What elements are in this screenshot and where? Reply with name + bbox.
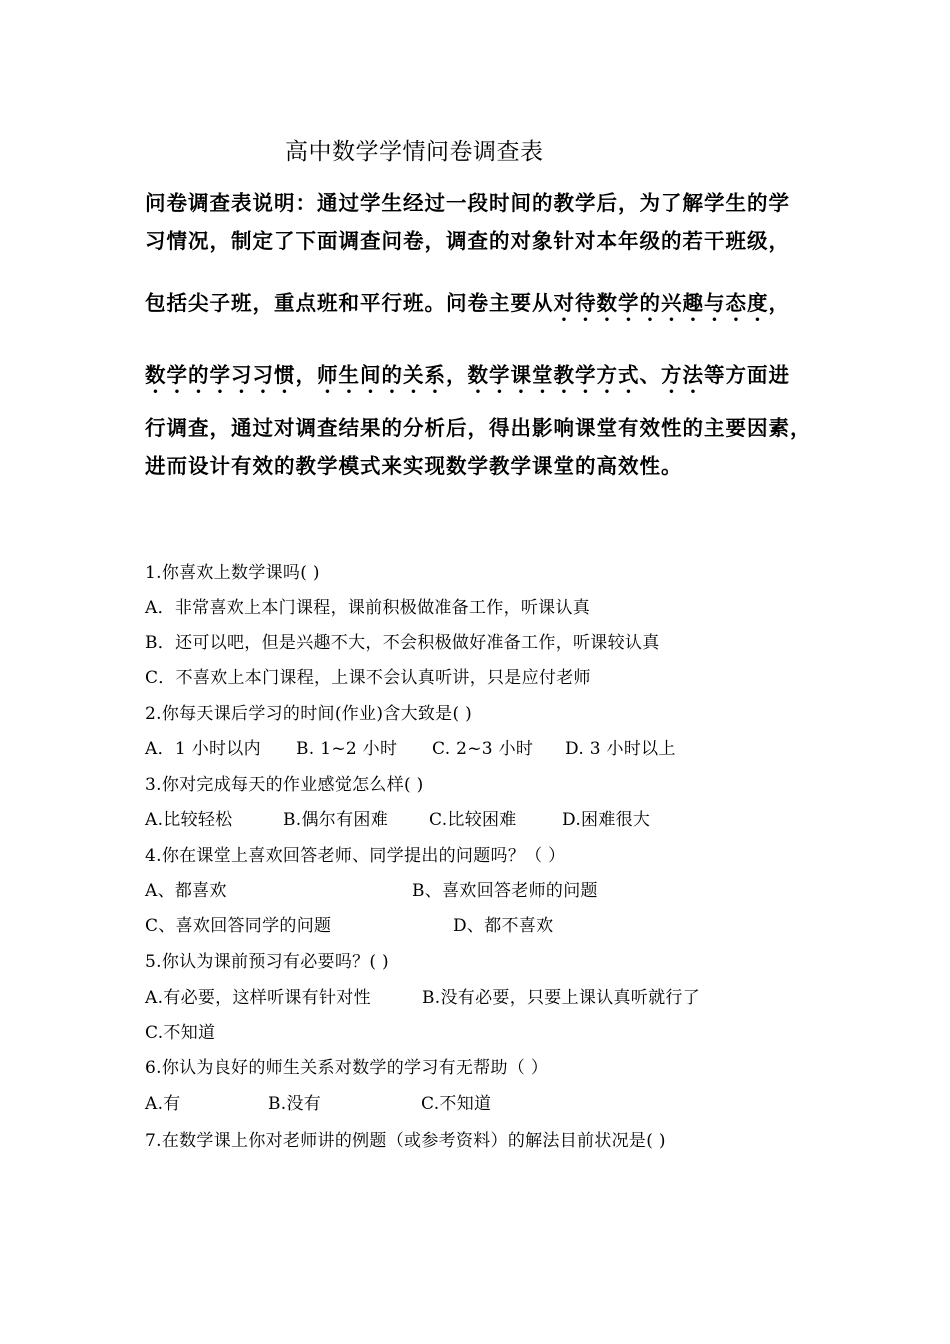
intro-line-3 <box>145 286 835 326</box>
question-6: 6.你认为良好的师生关系对数学的学习有无帮助（ ） <box>145 1058 549 1078</box>
document-title: 高中数学学情问卷调查表 <box>285 139 544 165</box>
question-6-option-b: B.没有 <box>268 1094 322 1114</box>
intro-line-4-end: 等方面进 <box>704 363 790 387</box>
question-1-option-b: B．还可以吧，但是兴趣不大，不会积极做好准备工作，听课较认真 <box>145 633 660 653</box>
question-4-option-c: C、喜欢回答同学的问题 <box>145 916 332 936</box>
question-1-option-c: C．不喜欢上本门课程，上课不会认真听讲，只是应付老师 <box>145 668 591 688</box>
intro-line-1: 问卷调查表说明：通过学生经过一段时间的教学后，为了解学生的学 <box>145 191 790 215</box>
question-3-option-c: C.比较困难 <box>429 810 517 830</box>
question-4-option-b: B、喜欢回答老师的问题 <box>412 881 598 901</box>
intro-emphasis-interest-attitude: 对待数学的兴趣与态度 <box>553 291 769 315</box>
question-5-option-b: B.没有必要，只要上课认真听就行了 <box>422 988 700 1008</box>
question-2-option-c: C. 2~3 小时 <box>432 739 534 759</box>
question-2-option-b: B. 1~2 小时 <box>296 739 398 759</box>
question-7: 7.在数学课上你对老师讲的例题（或参考资料）的解法目前状况是( ) <box>145 1131 666 1151</box>
intro-emphasis-study-habits: 数学的学习习惯 <box>145 363 296 387</box>
intro-line-4 <box>145 358 835 398</box>
question-2: 2.你每天课后学习的时间(作业)含大致是( ) <box>145 704 473 724</box>
question-4-option-a: A、都喜欢 <box>145 881 227 901</box>
intro-line-3-end: ， <box>768 291 790 315</box>
intro-line-4-sep-1: ， <box>295 363 317 387</box>
question-1: 1.你喜欢上数学课吗( ) <box>145 563 320 583</box>
question-3: 3.你对完成每天的作业感觉怎么样( ) <box>145 775 424 795</box>
question-5-option-c: C.不知道 <box>145 1023 216 1043</box>
intro-emphasis-teacher-student: 师生间的关系 <box>317 363 446 387</box>
question-3-option-a: A.比较轻松 <box>145 810 233 830</box>
question-5: 5.你认为课前预习有必要吗？( ) <box>145 952 389 972</box>
intro-emphasis-teaching-methods: 数学课堂教学方式、方法 <box>467 363 704 387</box>
intro-line-5: 行调查，通过对调查结果的分析后，得出影响课堂有效性的主要因素， <box>145 416 812 440</box>
question-6-option-a: A.有 <box>145 1094 181 1114</box>
intro-line-4-sep-2: ， <box>446 363 468 387</box>
question-2-option-a: A．1 小时以内 <box>145 739 261 759</box>
question-5-option-a: A.有必要，这样听课有针对性 <box>145 988 371 1008</box>
question-3-option-d: D.困难很大 <box>562 810 651 830</box>
question-4-option-d: D、都不喜欢 <box>453 916 554 936</box>
intro-line-2: 习情况，制定了下面调查问卷，调查的对象针对本年级的若干班级， <box>145 229 790 253</box>
question-2-option-d: D. 3 小时以上 <box>565 739 676 759</box>
question-1-option-a: A．非常喜欢上本门课程，课前积极做准备工作，听课认真 <box>145 598 591 618</box>
question-3-option-b: B.偶尔有困难 <box>283 810 388 830</box>
question-6-option-c: C.不知道 <box>421 1094 492 1114</box>
intro-line-6: 进而设计有效的教学模式来实现数学教学课堂的高效性。 <box>145 454 683 478</box>
intro-line-3-plain: 包括尖子班，重点班和平行班。问卷主要从 <box>145 291 554 315</box>
question-4: 4.你在课堂上喜欢回答老师、同学提出的问题吗？（ ） <box>145 846 566 866</box>
